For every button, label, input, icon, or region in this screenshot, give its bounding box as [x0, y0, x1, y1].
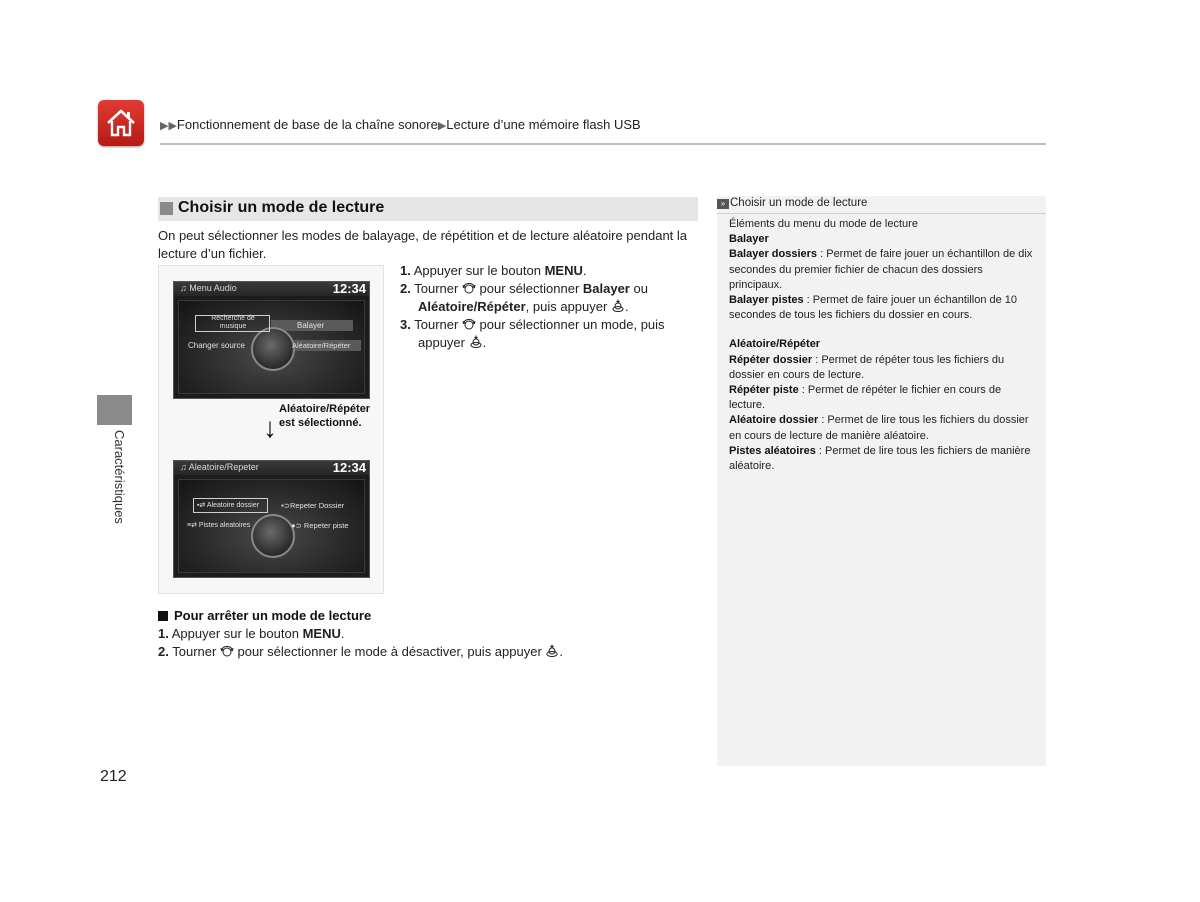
stop-steps-list [158, 625, 698, 661]
note-group-title: Aléatoire/Répéter [729, 338, 821, 351]
breadcrumb-arrow-icon: ▶ [437, 120, 447, 132]
step-number: 2. [158, 644, 169, 659]
note-text: : Permet de répéter le fichier en cours de lecture. [729, 384, 1002, 412]
step-text: ou [629, 281, 648, 296]
step-text: . [482, 335, 487, 350]
screen-title: Menu Audio [189, 283, 237, 293]
note-term: Répéter piste [729, 384, 799, 397]
subsection-square-icon [158, 611, 168, 621]
header-divider [160, 143, 1046, 145]
menu-item-changer-source: Changer source [188, 341, 245, 350]
shuffle-icon: ≡⇄ [187, 522, 197, 529]
step-text: . [624, 299, 629, 314]
step-3 [400, 316, 700, 352]
option-repeter-piste: ●⊃ Repeter piste [291, 521, 349, 530]
section-intro: On peut sélectionner les modes de balayage, de répétition et de lecture aléatoire pendant la lecture d’un fichier. [158, 228, 688, 261]
side-note-title: Choisir un mode de lecture [730, 197, 868, 209]
screen-clock: 12:34 [332, 281, 366, 296]
note-term: Aléatoire dossier [729, 414, 819, 427]
option-repeter-dossier: ▪⊃Repeter Dossier [281, 501, 345, 510]
stop-step-1 [158, 625, 698, 643]
step-bold: MENU [544, 263, 583, 278]
menu-item-aleatoire: Aléatoire/Répéter [292, 341, 351, 350]
step-text: pour sélectionner un mode, puis appuyer [418, 317, 665, 350]
rotate-knob-icon [462, 281, 476, 295]
step-bold: Aléatoire/Répéter [418, 299, 526, 314]
repeat-folder-icon: ▪⊃ [281, 501, 290, 510]
home-icon [105, 107, 137, 139]
knob-graphic [251, 327, 295, 371]
step-bold: Balayer [582, 281, 630, 296]
music-note-icon: ♫ [180, 283, 187, 293]
note-intro: Éléments du menu du mode de lecture [729, 218, 918, 230]
note-text: : Permet de faire jouer un échantillon de 10 secondes de tous les fichiers du dossier en cours. [729, 294, 1018, 322]
step-bold: MENU [302, 626, 341, 641]
screen-title: Aleatoire/Repeter [188, 462, 259, 472]
figure-caption-line: Aléatoire/Répéter [279, 403, 371, 415]
step-text: Tourner [172, 644, 220, 659]
note-term: Répéter dossier [729, 353, 813, 366]
rotate-knob-icon [462, 317, 476, 331]
step-number: 1. [158, 626, 169, 641]
section-title: Choisir un mode de lecture [178, 199, 385, 216]
step-text: . [582, 263, 587, 278]
step-2 [400, 280, 700, 316]
step-number: 3. [400, 317, 411, 332]
step-text: . [340, 626, 345, 641]
screen-menu-audio [173, 281, 370, 399]
step-text: Tourner [414, 281, 462, 296]
step-1 [400, 262, 700, 280]
step-text: pour sélectionner [475, 281, 583, 296]
step-number: 1. [400, 263, 411, 278]
note-text: : Permet de répéter tous les fichiers du dossier en cours de lecture. [729, 353, 1005, 381]
knob-graphic [251, 514, 295, 558]
breadcrumb-arrow-icon: ▶▶ [160, 120, 177, 132]
note-group-title: Balayer [729, 233, 769, 246]
note-term: Pistes aléatoires [729, 444, 816, 457]
side-tab-marker[interactable] [97, 395, 132, 425]
step-text: , puis appuyer [525, 299, 611, 314]
menu-item-recherche: Recherche de musique [211, 315, 255, 330]
section-square-icon [160, 202, 173, 215]
note-entry [729, 353, 1034, 383]
side-note-header [717, 196, 1046, 214]
note-marker-icon: » [717, 199, 729, 209]
breadcrumb-link-2[interactable]: Lecture d’une mémoire flash USB [446, 117, 641, 132]
breadcrumb [160, 117, 641, 132]
down-arrow-icon: ↓ [263, 412, 277, 443]
screen-clock: 12:34 [332, 460, 366, 475]
note-entry [729, 247, 1034, 293]
figure-caption [279, 402, 370, 430]
stop-step-2 [158, 643, 698, 661]
note-text: : Permet de lire tous les fichiers du dossier en cours de lecture de manière aléatoire. [729, 414, 1029, 442]
note-text: : Permet de lire tous les fichiers de manière aléatoire. [729, 444, 1031, 473]
step-text: pour sélectionner le mode à désactiver, puis appuyer [233, 644, 546, 659]
home-button[interactable] [98, 100, 144, 146]
menu-item-balayer: Balayer [297, 321, 325, 330]
screen-aleatoire-repeter [173, 460, 370, 578]
option-aleatoire-dossier: ▪⇄ Aleatoire dossier [197, 502, 260, 509]
step-number: 2. [400, 281, 411, 296]
note-entry [729, 413, 1034, 443]
note-text: : Permet de faire jouer un échantillon de dix secondes du premier fichier de chacun des dossiers principaux. [729, 248, 1033, 291]
note-entry [729, 383, 1034, 413]
shuffle-folder-icon: ▪⇄ [197, 502, 206, 509]
repeat-track-icon: ●⊃ [291, 521, 302, 530]
breadcrumb-link-1[interactable]: Fonctionnement de base de la chaîne sonore [176, 117, 438, 132]
note-entry [729, 444, 1034, 474]
subsection-title: Pour arrêter un mode de lecture [174, 608, 372, 623]
press-knob-icon [611, 299, 625, 313]
option-pistes-aleatoires: ≡⇄ Pistes aleatoires [187, 522, 251, 529]
music-note-icon: ♫ [180, 462, 187, 472]
rotate-knob-icon [220, 644, 234, 658]
note-entry [729, 293, 1034, 323]
press-knob-icon [469, 335, 483, 349]
side-tab-label[interactable]: Caractéristiques [112, 430, 127, 524]
press-knob-icon [545, 644, 559, 658]
side-note-body [729, 217, 1034, 474]
note-term: Balayer pistes [729, 294, 804, 307]
note-term: Balayer dossiers [729, 248, 818, 261]
step-text: . [559, 644, 564, 659]
step-text: Appuyer sur le bouton [171, 626, 303, 641]
steps-list [400, 262, 700, 352]
figure-caption-line: est sélectionné. [279, 417, 362, 429]
page-number: 212 [100, 768, 127, 785]
step-text: Appuyer sur le bouton [413, 263, 545, 278]
step-text: Tourner [414, 317, 462, 332]
